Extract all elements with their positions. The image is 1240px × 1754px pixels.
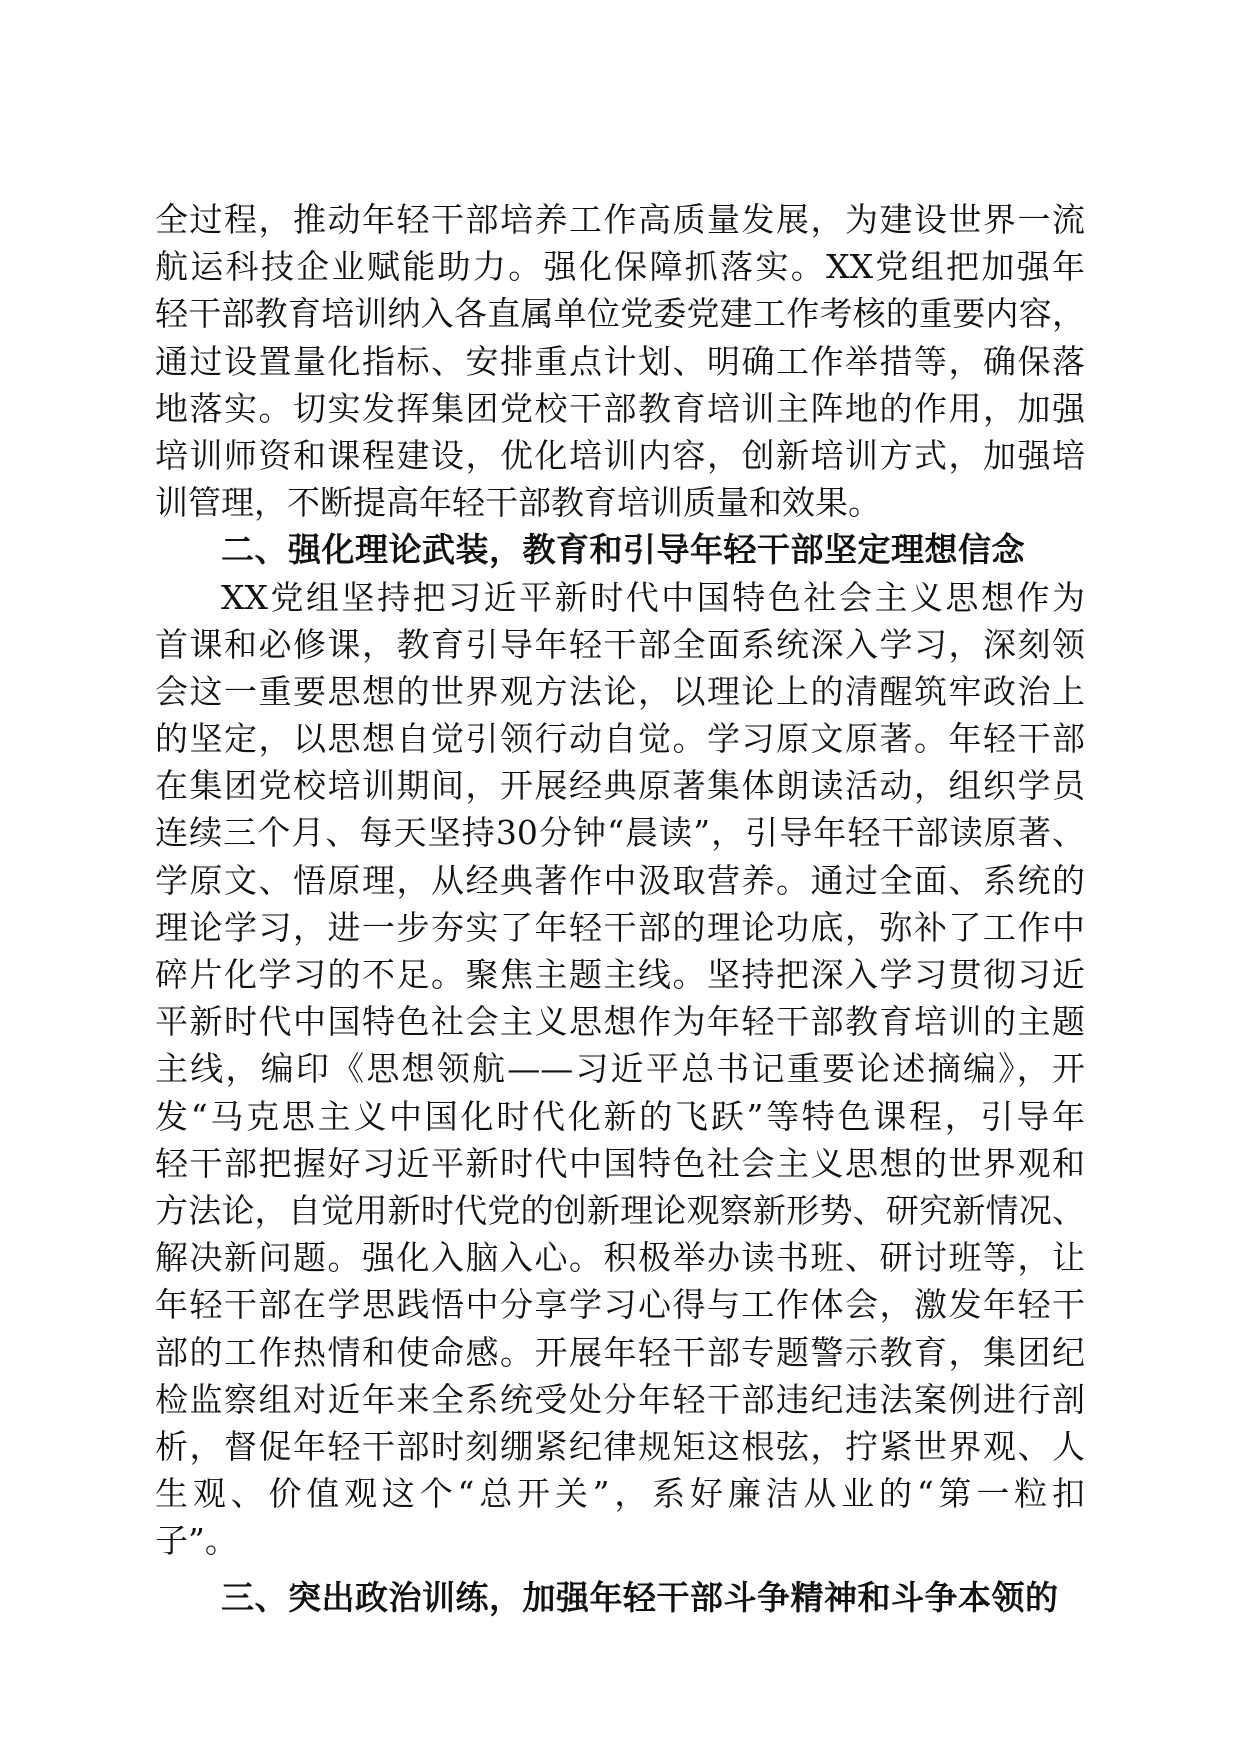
- text-line: 地落实。切实发挥集团党校干部教育培训主阵地的作用，加强: [155, 388, 1085, 428]
- section-heading-2: 二、强化理论武装，教育和引导年轻干部坚定理想信念: [221, 530, 1025, 570]
- text-line: 在集团党校培训期间，开展经典原著集体朗读活动，组织学员: [155, 766, 1085, 806]
- text-line: 轻干部把握好习近平新时代中国特色社会主义思想的世界观和: [155, 1143, 1085, 1183]
- document-page: [155, 196, 1085, 1622]
- text-line: 子”。: [155, 1521, 238, 1561]
- text-line: 部的工作热情和使命感。开展年轻干部专题警示教育，集团纪: [155, 1332, 1085, 1372]
- text-line: XX党组坚持把习近平新时代中国特色社会主义思想作为: [221, 577, 1085, 617]
- text-line: 年轻干部在学思践悟中分享学习心得与工作体会，激发年轻干: [155, 1285, 1085, 1325]
- text-line: 学原文、悟原理，从经典著作中汲取营养。通过全面、系统的: [155, 860, 1085, 900]
- text-line: 会这一重要思想的世界观方法论，以理论上的清醒筑牢政治上: [155, 671, 1085, 711]
- text-line: 检监察组对近年来全系统受处分年轻干部违纪违法案例进行剖: [155, 1379, 1085, 1419]
- text-line: 解决新问题。强化入脑入心。积极举办读书班、研讨班等，让: [155, 1238, 1085, 1278]
- text-line: 首课和必修课，教育引导年轻干部全面系统深入学习，深刻领: [155, 624, 1085, 664]
- paragraph-continuation: [155, 196, 1085, 526]
- text-line: 发“马克思主义中国化时代化新的飞跃”等特色课程，引导年: [155, 1096, 1085, 1136]
- text-line: 主线，编印《思想领航——习近平总书记重要论述摘编》，开: [155, 1049, 1085, 1089]
- text-line: 训管理，不断提高年轻干部教育培训质量和效果。: [155, 483, 881, 523]
- text-line: 理论学习，进一步夯实了年轻干部的理论功底，弥补了工作中: [155, 907, 1085, 947]
- text-line: 通过设置量化指标、安排重点计划、明确工作举措等，确保落: [155, 341, 1085, 381]
- text-line: 方法论，自觉用新时代党的创新理论观察新形势、研究新情况、: [155, 1190, 1085, 1230]
- text-line: 航运科技企业赋能助力。强化保障抓落实。XX党组把加强年: [155, 247, 1085, 287]
- text-line: 连续三个月、每天坚持30分钟“晨读”，引导年轻干部读原著、: [155, 813, 1085, 853]
- text-line: 平新时代中国特色社会主义思想作为年轻干部教育培训的主题: [155, 1002, 1085, 1042]
- text-line: 轻干部教育培训纳入各直属单位党委党建工作考核的重要内容，: [155, 294, 1085, 334]
- text-line: 析，督促年轻干部时刻绷紧纪律规矩这根弦，拧紧世界观、人: [155, 1426, 1085, 1466]
- text-line: 生观、价值观这个“总开关”，系好廉洁从业的“第一粒扣: [155, 1474, 1085, 1514]
- text-line: 培训师资和课程建设，优化培训内容，创新培训方式，加强培: [155, 435, 1085, 475]
- text-line: 的坚定，以思想自觉引领行动自觉。学习原文原著。年轻干部: [155, 719, 1085, 759]
- text-line: 全过程，推动年轻干部培养工作高质量发展，为建设世界一流: [155, 200, 1085, 239]
- text-line: 碎片化学习的不足。聚焦主题主线。坚持把深入学习贯彻习近: [155, 955, 1085, 994]
- section-heading-3: 三、突出政治训练，加强年轻干部斗争精神和斗争本领的: [221, 1578, 1059, 1618]
- paragraph-theory: [155, 574, 1085, 1565]
